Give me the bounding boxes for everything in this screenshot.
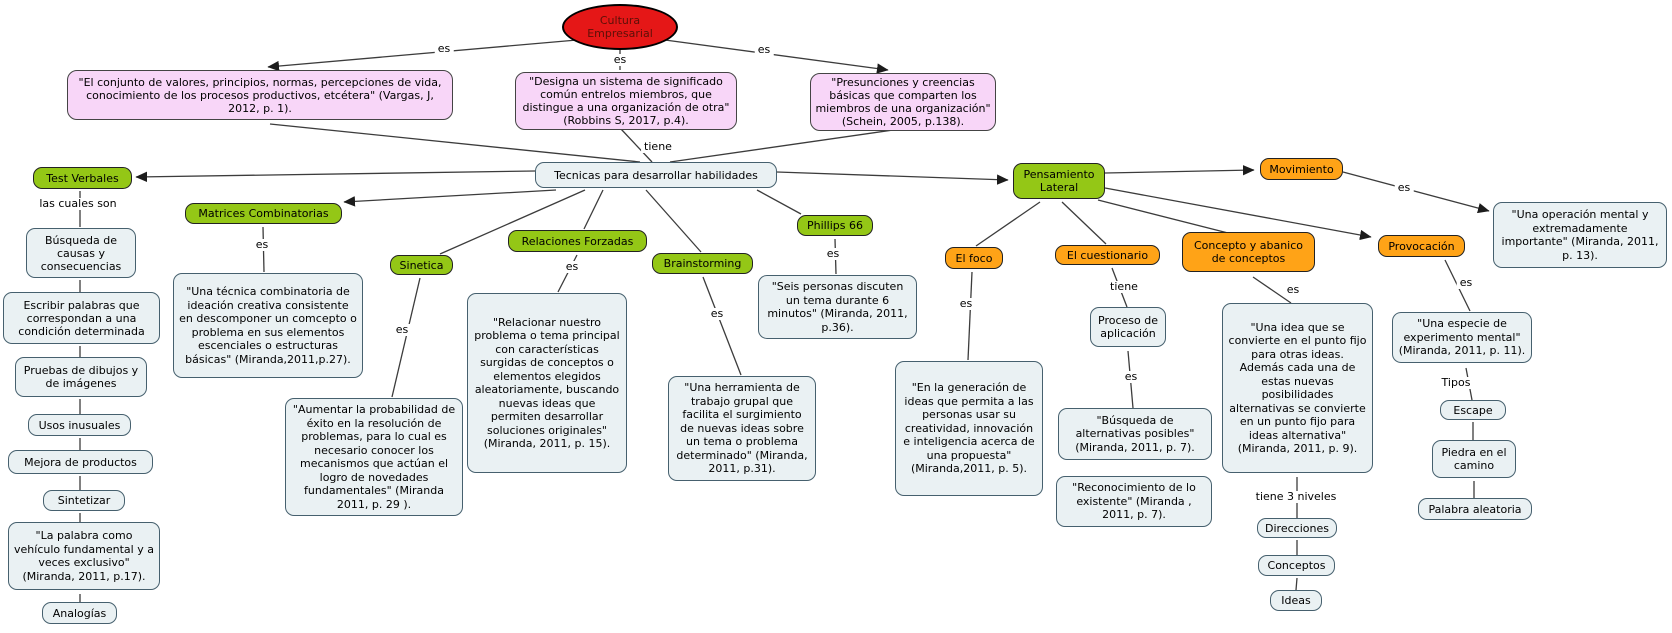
- connector: [703, 277, 741, 375]
- node-phillips-66[interactable]: Phillips 66: [797, 215, 873, 236]
- node-busqueda-causas[interactable]: Búsqueda de causas y consecuencias: [26, 228, 136, 278]
- node-definicion-vargas[interactable]: "El conjunto de valores, principios, normas, percepciones de vida, conocimiento de los procesos productivos, etcétera" (Vargas, J, 2012, p. 1).: [67, 70, 453, 120]
- node-provocacion-descripcion[interactable]: "Una especie de experimento mental" (Miranda, 2011, p. 11).: [1392, 312, 1532, 363]
- node-mejora-productos[interactable]: Mejora de productos: [8, 450, 153, 474]
- node-el-cuestionario[interactable]: El cuestionario: [1055, 245, 1160, 265]
- link-label-es[interactable]: es: [253, 239, 272, 251]
- connector: [968, 272, 972, 360]
- connector: [584, 190, 603, 229]
- node-matrices-descripcion[interactable]: "Una técnica combinatoria de ideación creativa consistente en descomponer un comcepto o problema en sus elementos escenciales o estructuras básicas" (Miranda,2011,p.27).: [173, 273, 363, 378]
- node-pensamiento-lateral[interactable]: Pensamiento Lateral: [1013, 163, 1105, 199]
- node-pruebas-dibujos[interactable]: Pruebas de dibujos y de imágenes: [15, 357, 147, 397]
- link-label-es[interactable]: es: [1395, 182, 1414, 194]
- node-el-foco-descripcion[interactable]: "En la generación de ideas que permita a las personas usar su creatividad, innovación e inteligencia acerca de una propuesta" (Miranda,2011, p. 5).: [895, 361, 1043, 496]
- node-tecnicas[interactable]: Tecnicas para desarrollar habilidades: [535, 162, 777, 188]
- node-conceptos[interactable]: Conceptos: [1258, 555, 1335, 576]
- connector: [1296, 578, 1297, 590]
- link-label-es[interactable]: es: [708, 308, 727, 320]
- connector: [344, 190, 556, 202]
- node-palabra-vehiculo[interactable]: "La palabra como vehículo fundamental y a veces exclusivo" (Miranda, 2011, p.17).: [8, 522, 160, 590]
- connector: [136, 171, 535, 177]
- connector: [777, 172, 1008, 180]
- link-label-es[interactable]: es: [1284, 284, 1303, 296]
- node-cultura-empresarial[interactable]: Cultura Empresarial: [562, 4, 678, 50]
- link-label-es[interactable]: es: [957, 298, 976, 310]
- link-label-es[interactable]: es: [393, 324, 412, 336]
- node-reconocimiento-existente[interactable]: "Reconocimiento de lo existente" (Miranda , 2011, p. 7).: [1056, 476, 1212, 527]
- node-direcciones[interactable]: Direcciones: [1257, 518, 1337, 538]
- node-usos-inusuales[interactable]: Usos inusuales: [28, 414, 131, 436]
- node-brainstorming-descripcion[interactable]: "Una herramienta de trabajo grupal que facilita el surgimiento de nuevas ideas sobre un tema o problema determinado" (Miranda, 2011, p.31).: [668, 376, 816, 481]
- connector: [268, 40, 577, 67]
- node-concepto-descripcion[interactable]: "Una idea que se convierte en el punto fijo para otras ideas. Además cada una de estas nuevas posibilidades alternativas se convierte en un punto fijo para ideas alternativa" (Miranda, 2011, p. 9).: [1222, 303, 1373, 473]
- node-el-foco[interactable]: El foco: [945, 247, 1003, 269]
- link-label-tiene-3-niveles[interactable]: tiene 3 niveles: [1253, 491, 1340, 503]
- link-label-es[interactable]: es: [611, 54, 630, 66]
- connector: [665, 40, 888, 70]
- node-analogias[interactable]: Analogías: [42, 602, 117, 624]
- connector: [757, 190, 801, 214]
- node-movimiento[interactable]: Movimiento: [1260, 158, 1343, 180]
- node-relaciones-descripcion[interactable]: "Relacionar nuestro problema o tema principal con características surgidas de conceptos o elementos elegidos aleatoriamente, buscando nuevas ideas que permiten desarrollar soluciones originales" (Miranda, 2011, p. 15).: [467, 293, 627, 473]
- connector: [670, 129, 900, 162]
- link-label-es[interactable]: es: [563, 261, 582, 273]
- link-label-es[interactable]: es: [1122, 371, 1141, 383]
- link-label-tiene[interactable]: tiene: [641, 141, 675, 153]
- node-palabra-aleatoria[interactable]: Palabra aleatoria: [1418, 498, 1532, 520]
- node-provocacion[interactable]: Provocación: [1378, 235, 1465, 257]
- connector: [1343, 172, 1489, 211]
- node-escribir-palabras[interactable]: Escribir palabras que correspondan a una condición determinada: [3, 292, 160, 344]
- connector: [392, 278, 420, 397]
- node-definicion-schein[interactable]: "Presunciones y creencias básicas que comparten los miembros de una organización" (Schein, 2005, p.138).: [810, 73, 996, 131]
- connector: [1062, 202, 1106, 244]
- node-sinetica[interactable]: Sinetica: [390, 255, 453, 275]
- node-relaciones-forzadas[interactable]: Relaciones Forzadas: [508, 230, 647, 252]
- connector: [646, 190, 701, 252]
- node-piedra-camino[interactable]: Piedra en el camino: [1432, 440, 1516, 478]
- link-label-es[interactable]: es: [1457, 277, 1476, 289]
- link-label-tipos[interactable]: Tipos: [1439, 377, 1474, 389]
- node-sintetizar[interactable]: Sintetizar: [43, 490, 125, 511]
- link-label-es[interactable]: es: [755, 44, 774, 56]
- link-label-tiene[interactable]: tiene: [1107, 281, 1141, 293]
- connector: [1105, 170, 1254, 173]
- node-escape[interactable]: Escape: [1440, 400, 1506, 420]
- link-label-es[interactable]: es: [435, 43, 454, 55]
- link-label-es[interactable]: es: [824, 248, 843, 260]
- node-definicion-robbins[interactable]: "Designa un sistema de significado común entrelos miembros, que distingue a una organización de otra" (Robbins S, 2017, p.4).: [515, 72, 737, 130]
- node-brainstorming[interactable]: Brainstorming: [652, 253, 753, 274]
- node-matrices-combinatorias[interactable]: Matrices Combinatorias: [185, 203, 342, 224]
- node-test-verbales[interactable]: Test Verbales: [33, 167, 132, 189]
- node-phillips-descripcion[interactable]: "Seis personas discuten un tema durante 6 minutos" (Miranda, 2011, p.36).: [758, 275, 917, 339]
- connector: [976, 202, 1040, 246]
- link-label-las-cuales-son[interactable]: las cuales son: [36, 198, 119, 210]
- node-sinetica-descripcion[interactable]: "Aumentar la probabilidad de éxito en la resolución de problemas, para lo cual es necesario conocer los mecanismos que actúan el logro de novedades fundamentales" (Miranda 2011, p. 29 ).: [285, 398, 463, 516]
- node-concepto-abanico[interactable]: Concepto y abanico de conceptos: [1182, 232, 1315, 272]
- node-proceso-aplicacion[interactable]: Proceso de aplicación: [1090, 307, 1166, 347]
- connector: [1098, 200, 1228, 233]
- node-busqueda-alternativas[interactable]: "Búsqueda de alternativas posibles" (Miranda, 2011, p. 7).: [1058, 408, 1212, 460]
- node-ideas[interactable]: Ideas: [1270, 590, 1322, 611]
- node-movimiento-descripcion[interactable]: "Una operación mental y extremadamente importante" (Miranda, 2011, p. 13).: [1493, 202, 1667, 268]
